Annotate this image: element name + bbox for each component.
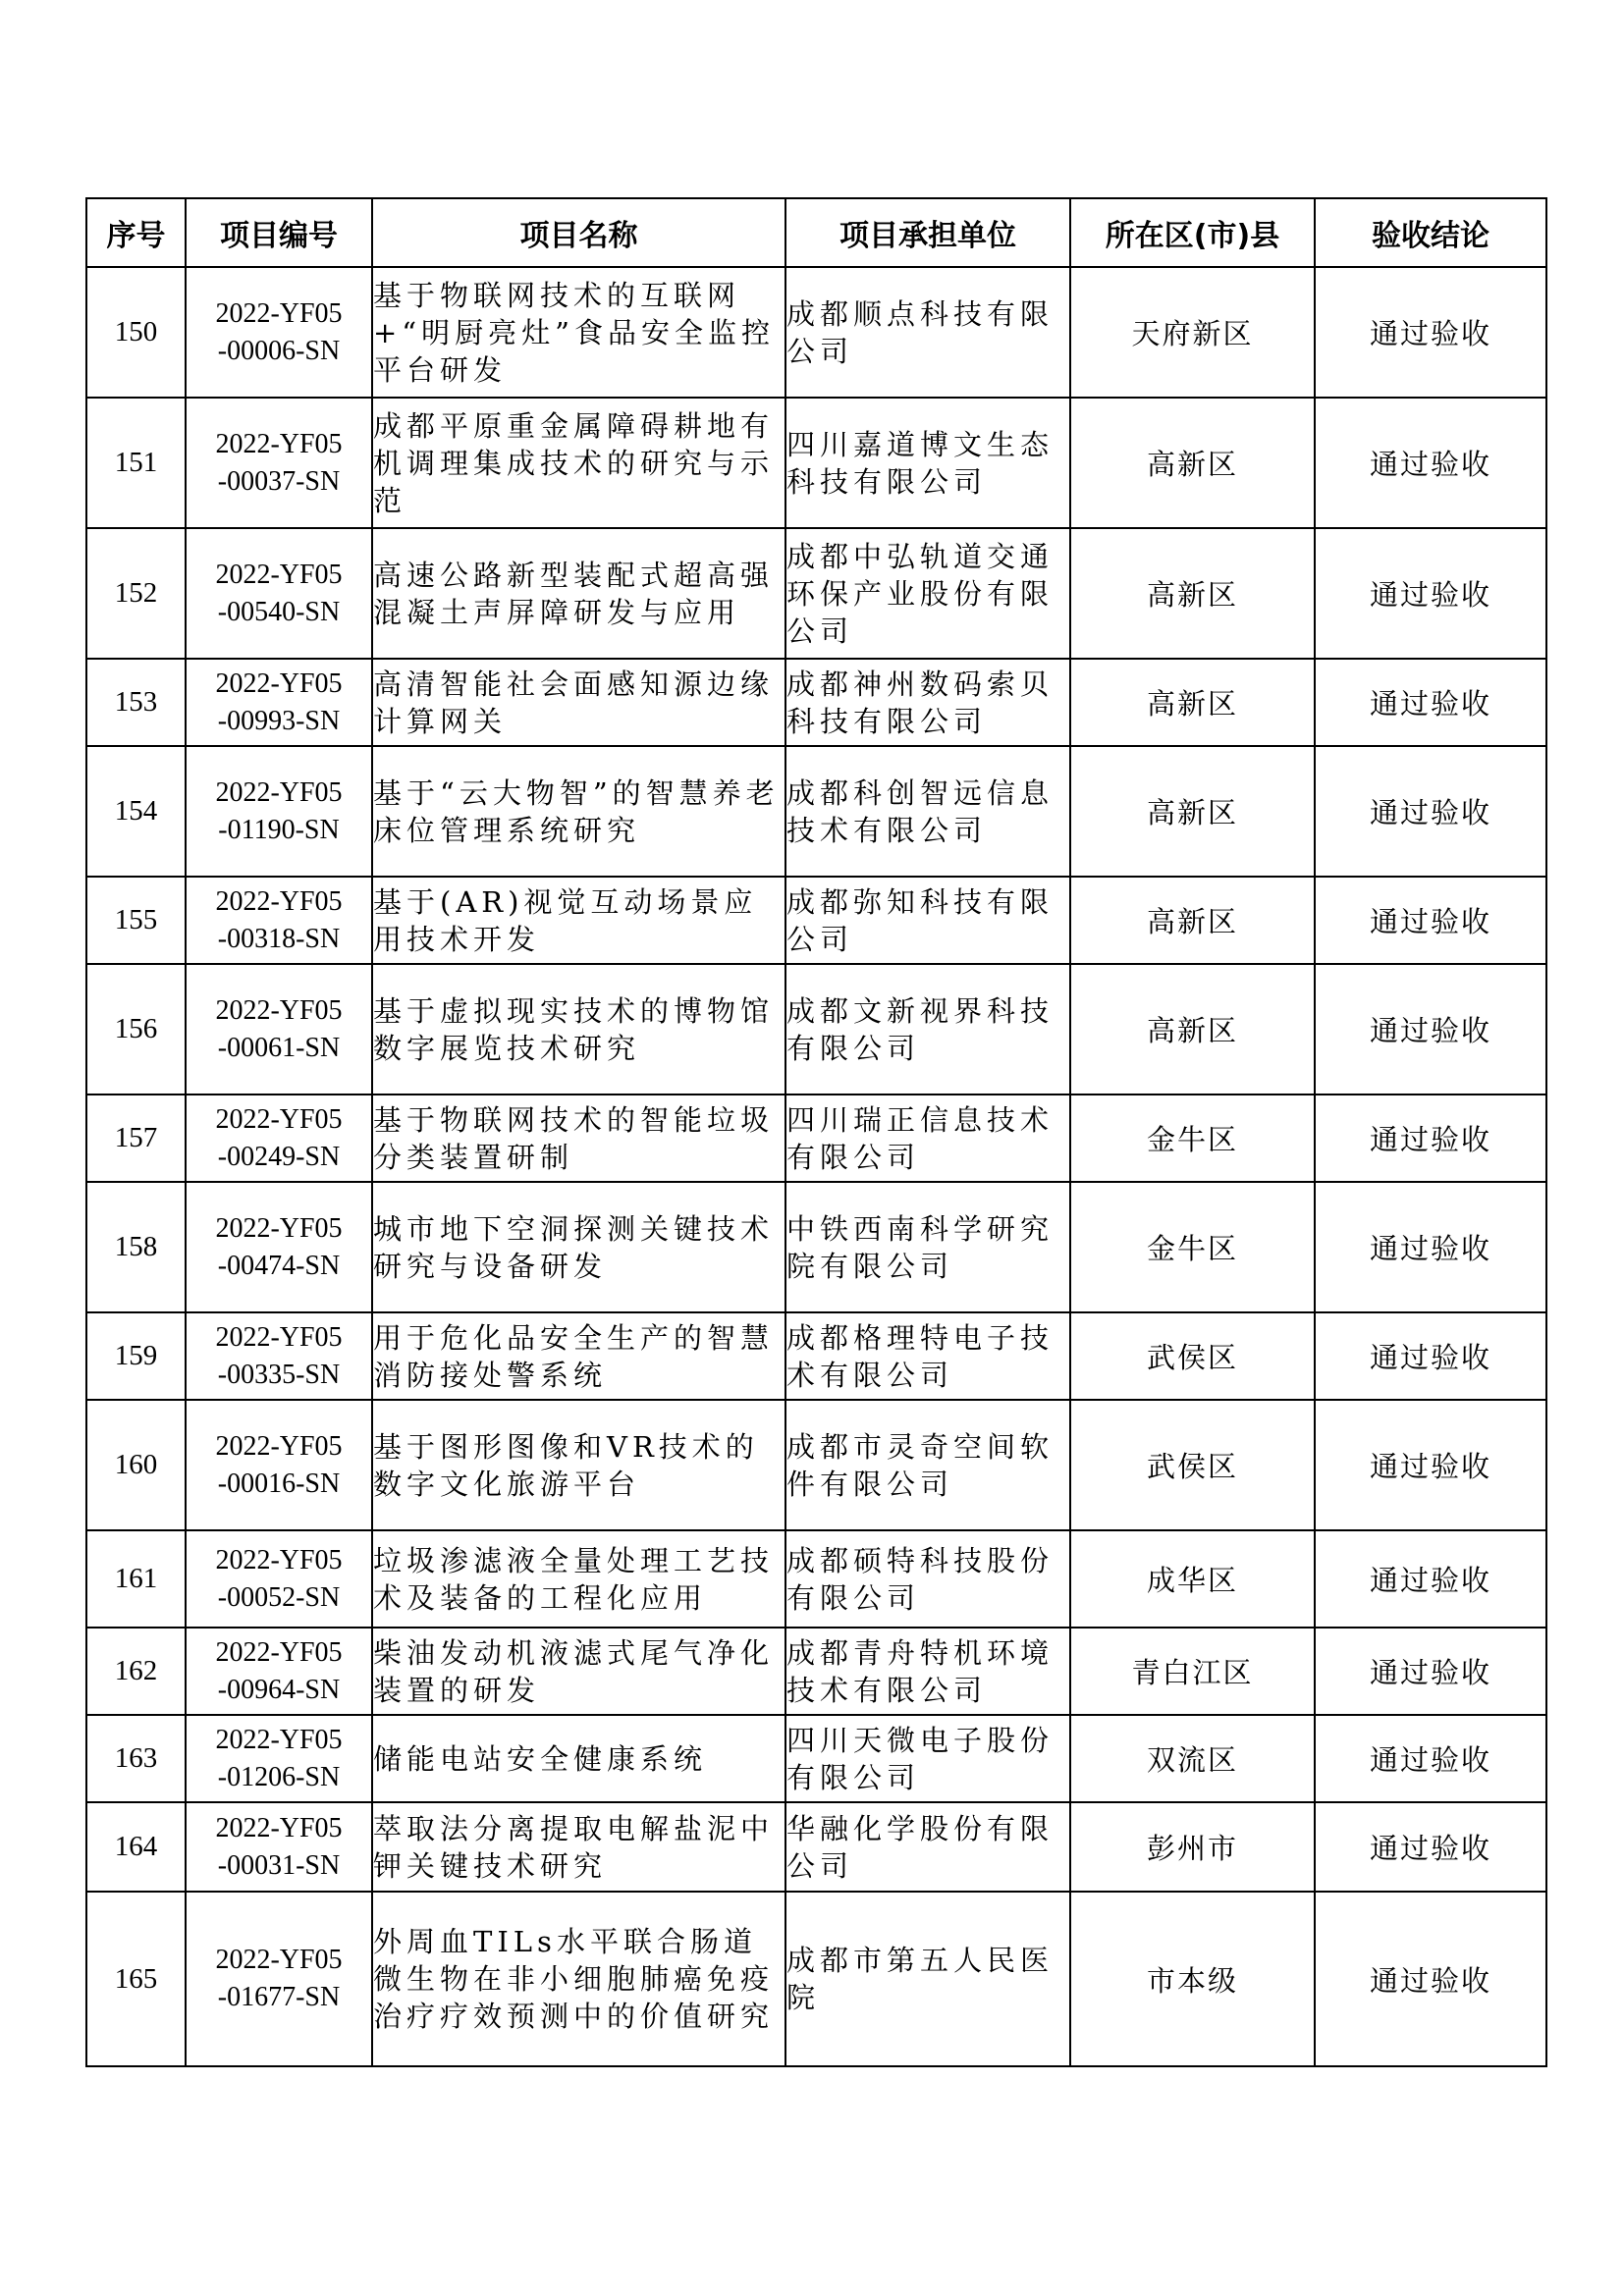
project-code-cell bbox=[186, 398, 372, 528]
table-row bbox=[86, 528, 1546, 659]
district-cell: 高新区 bbox=[1070, 964, 1315, 1095]
project-code-cell bbox=[186, 877, 372, 964]
table-row bbox=[86, 964, 1546, 1095]
project-code-cell bbox=[186, 1400, 372, 1530]
project-code-cell bbox=[186, 1182, 372, 1312]
district-cell: 高新区 bbox=[1070, 877, 1315, 964]
district-cell: 彭州市 bbox=[1070, 1802, 1315, 1892]
acceptance-result-cell: 通过验收 bbox=[1315, 1095, 1546, 1182]
project-code-line2: -00052-SN bbox=[217, 1581, 341, 1613]
serial-number-cell: 157 bbox=[86, 1095, 186, 1182]
project-code-line2: -00249-SN bbox=[217, 1141, 341, 1172]
project-code-line2: -00037-SN bbox=[217, 465, 341, 497]
project-name-cell: 用于危化品安全生产的智慧消防接处警系统 bbox=[372, 1312, 785, 1400]
project-code-line2: -00540-SN bbox=[217, 596, 341, 627]
table-header-row bbox=[86, 198, 1546, 267]
project-code-line1: 2022-YF05 bbox=[215, 1812, 343, 1843]
project-code-cell bbox=[186, 1095, 372, 1182]
table-row bbox=[86, 1715, 1546, 1802]
project-name-cell: 基于物联网技术的智能垃圾分类装置研制 bbox=[372, 1095, 785, 1182]
acceptance-result-cell: 通过验收 bbox=[1315, 877, 1546, 964]
district-cell: 金牛区 bbox=[1070, 1095, 1315, 1182]
project-code-cell bbox=[186, 746, 372, 877]
project-code-cell bbox=[186, 1530, 372, 1628]
table-row bbox=[86, 1892, 1546, 2066]
project-code-line1: 2022-YF05 bbox=[215, 1321, 343, 1353]
project-code-line2: -00964-SN bbox=[217, 1674, 341, 1705]
table-row bbox=[86, 398, 1546, 528]
project-name-cell: 成都平原重金属障碍耕地有机调理集成技术的研究与示范 bbox=[372, 398, 785, 528]
project-code-line1: 2022-YF05 bbox=[215, 1430, 343, 1462]
project-code-line2: -00474-SN bbox=[217, 1250, 341, 1281]
serial-number-cell: 152 bbox=[86, 528, 186, 659]
project-name-cell: 垃圾渗滤液全量处理工艺技术及装备的工程化应用 bbox=[372, 1530, 785, 1628]
undertaking-unit-cell: 成都硕特科技股份有限公司 bbox=[785, 1530, 1070, 1628]
table-row bbox=[86, 659, 1546, 746]
acceptance-result-cell: 通过验收 bbox=[1315, 1530, 1546, 1628]
serial-number-cell: 159 bbox=[86, 1312, 186, 1400]
project-code-cell bbox=[186, 267, 372, 398]
project-code-line1: 2022-YF05 bbox=[215, 559, 343, 590]
project-name-cell: 高清智能社会面感知源边缘计算网关 bbox=[372, 659, 785, 746]
district-cell: 高新区 bbox=[1070, 528, 1315, 659]
serial-number-cell: 162 bbox=[86, 1628, 186, 1715]
project-code-cell bbox=[186, 659, 372, 746]
project-code-line1: 2022-YF05 bbox=[215, 1636, 343, 1668]
project-code-line1: 2022-YF05 bbox=[215, 1945, 343, 1975]
table-row bbox=[86, 1628, 1546, 1715]
undertaking-unit-cell: 成都顺点科技有限公司 bbox=[785, 267, 1070, 398]
district-cell: 武侯区 bbox=[1070, 1312, 1315, 1400]
acceptance-result-cell: 通过验收 bbox=[1315, 964, 1546, 1095]
district-cell: 成华区 bbox=[1070, 1530, 1315, 1628]
project-code-line1: 2022-YF05 bbox=[215, 994, 343, 1026]
project-code-line1: 2022-YF05 bbox=[215, 885, 343, 917]
district-cell: 金牛区 bbox=[1070, 1182, 1315, 1312]
undertaking-unit-cell: 成都弥知科技有限公司 bbox=[785, 877, 1070, 964]
table-row bbox=[86, 267, 1546, 398]
header-acceptance-result: 验收结论 bbox=[1315, 198, 1546, 267]
acceptance-result-cell: 通过验收 bbox=[1315, 528, 1546, 659]
district-cell: 天府新区 bbox=[1070, 267, 1315, 398]
serial-number-cell: 160 bbox=[86, 1400, 186, 1530]
project-code-cell bbox=[186, 964, 372, 1095]
undertaking-unit-cell: 华融化学股份有限公司 bbox=[785, 1802, 1070, 1892]
district-cell: 高新区 bbox=[1070, 659, 1315, 746]
table-row bbox=[86, 1802, 1546, 1892]
acceptance-result-cell: 通过验收 bbox=[1315, 659, 1546, 746]
project-code-cell bbox=[186, 1802, 372, 1892]
serial-number-cell: 161 bbox=[86, 1530, 186, 1628]
project-code-cell bbox=[186, 1892, 372, 2066]
undertaking-unit-cell: 成都市第五人民医院 bbox=[785, 1892, 1070, 2066]
project-name-cell: 基于(AR)视觉互动场景应用技术开发 bbox=[372, 877, 785, 964]
project-code-line2: -00993-SN bbox=[217, 705, 341, 736]
project-code-line2: -01206-SN bbox=[217, 1761, 341, 1792]
project-code-cell bbox=[186, 528, 372, 659]
project-code-line1: 2022-YF05 bbox=[215, 776, 343, 808]
project-code-line2: -00016-SN bbox=[217, 1468, 341, 1499]
project-name-cell: 柴油发动机液滤式尾气净化装置的研发 bbox=[372, 1628, 785, 1715]
acceptance-result-cell: 通过验收 bbox=[1315, 1715, 1546, 1802]
serial-number-cell: 154 bbox=[86, 746, 186, 877]
serial-number-cell: 163 bbox=[86, 1715, 186, 1802]
acceptance-results-table bbox=[85, 197, 1547, 2067]
header-project-name: 项目名称 bbox=[372, 198, 785, 267]
serial-number-cell: 164 bbox=[86, 1802, 186, 1892]
table-row bbox=[86, 1095, 1546, 1182]
project-code-cell bbox=[186, 1715, 372, 1802]
serial-number-cell: 155 bbox=[86, 877, 186, 964]
district-cell: 青白江区 bbox=[1070, 1628, 1315, 1715]
project-code-line2: -00006-SN bbox=[217, 335, 341, 366]
project-code-line1: 2022-YF05 bbox=[215, 297, 343, 329]
project-code-line2: -00061-SN bbox=[217, 1032, 341, 1063]
district-cell: 双流区 bbox=[1070, 1715, 1315, 1802]
project-code-line1: 2022-YF05 bbox=[215, 428, 343, 459]
project-code-cell bbox=[186, 1312, 372, 1400]
acceptance-result-cell: 通过验收 bbox=[1315, 1182, 1546, 1312]
document-page bbox=[85, 197, 1545, 2067]
undertaking-unit-cell: 成都文新视界科技有限公司 bbox=[785, 964, 1070, 1095]
project-name-cell: 萃取法分离提取电解盐泥中钾关键技术研究 bbox=[372, 1802, 785, 1892]
project-name-cell: 城市地下空洞探测关键技术研究与设备研发 bbox=[372, 1182, 785, 1312]
undertaking-unit-cell: 成都神州数码索贝科技有限公司 bbox=[785, 659, 1070, 746]
table-row bbox=[86, 1312, 1546, 1400]
acceptance-result-cell: 通过验收 bbox=[1315, 1802, 1546, 1892]
serial-number-cell: 153 bbox=[86, 659, 186, 746]
project-code-cell bbox=[186, 1628, 372, 1715]
acceptance-result-cell: 通过验收 bbox=[1315, 746, 1546, 877]
serial-number-cell: 150 bbox=[86, 267, 186, 398]
undertaking-unit-cell: 中铁西南科学研究院有限公司 bbox=[785, 1182, 1070, 1312]
district-cell: 高新区 bbox=[1070, 746, 1315, 877]
header-district: 所在区(市)县 bbox=[1070, 198, 1315, 267]
acceptance-result-cell: 通过验收 bbox=[1315, 398, 1546, 528]
district-cell: 市本级 bbox=[1070, 1892, 1315, 2066]
project-code-line2: -01677-SN bbox=[217, 1982, 341, 2012]
table-row bbox=[86, 746, 1546, 877]
district-cell: 武侯区 bbox=[1070, 1400, 1315, 1530]
project-code-line2: -00335-SN bbox=[217, 1359, 341, 1390]
undertaking-unit-cell: 成都市灵奇空间软件有限公司 bbox=[785, 1400, 1070, 1530]
table-row bbox=[86, 1400, 1546, 1530]
project-name-cell: 外周血TILs水平联合肠道微生物在非小细胞肺癌免疫治疗疗效预测中的价值研究 bbox=[372, 1892, 785, 2066]
undertaking-unit-cell: 成都中弘轨道交通环保产业股份有限公司 bbox=[785, 528, 1070, 659]
acceptance-result-cell: 通过验收 bbox=[1315, 267, 1546, 398]
project-name-cell: 储能电站安全健康系统 bbox=[372, 1715, 785, 1802]
undertaking-unit-cell: 成都青舟特机环境技术有限公司 bbox=[785, 1628, 1070, 1715]
acceptance-result-cell: 通过验收 bbox=[1315, 1312, 1546, 1400]
project-code-line1: 2022-YF05 bbox=[215, 1212, 343, 1244]
project-name-cell: 基于物联网技术的互联网+“明厨亮灶”食品安全监控平台研发 bbox=[372, 267, 785, 398]
project-code-line2: -00318-SN bbox=[217, 923, 341, 954]
serial-number-cell: 156 bbox=[86, 964, 186, 1095]
acceptance-result-cell: 通过验收 bbox=[1315, 1892, 1546, 2066]
undertaking-unit-cell: 四川嘉道博文生态科技有限公司 bbox=[785, 398, 1070, 528]
undertaking-unit-cell: 四川天微电子股份有限公司 bbox=[785, 1715, 1070, 1802]
undertaking-unit-cell: 成都科创智远信息技术有限公司 bbox=[785, 746, 1070, 877]
header-serial-number: 序号 bbox=[86, 198, 186, 267]
project-code-line1: 2022-YF05 bbox=[215, 1724, 343, 1755]
project-name-cell: 基于“云大物智”的智慧养老床位管理系统研究 bbox=[372, 746, 785, 877]
serial-number-cell: 151 bbox=[86, 398, 186, 528]
acceptance-result-cell: 通过验收 bbox=[1315, 1400, 1546, 1530]
project-code-line1: 2022-YF05 bbox=[215, 1544, 343, 1575]
header-project-code: 项目编号 bbox=[186, 198, 372, 267]
serial-number-cell: 158 bbox=[86, 1182, 186, 1312]
project-name-cell: 基于图形图像和VR技术的数字文化旅游平台 bbox=[372, 1400, 785, 1530]
project-code-line1: 2022-YF05 bbox=[215, 667, 343, 699]
serial-number-cell: 165 bbox=[86, 1892, 186, 2066]
project-code-line2: -00031-SN bbox=[217, 1849, 341, 1881]
undertaking-unit-cell: 成都格理特电子技术有限公司 bbox=[785, 1312, 1070, 1400]
table-row bbox=[86, 1182, 1546, 1312]
project-name-cell: 基于虚拟现实技术的博物馆数字展览技术研究 bbox=[372, 964, 785, 1095]
header-undertaking-unit: 项目承担单位 bbox=[785, 198, 1070, 267]
project-name-cell: 高速公路新型装配式超高强混凝土声屏障研发与应用 bbox=[372, 528, 785, 659]
acceptance-result-cell: 通过验收 bbox=[1315, 1628, 1546, 1715]
project-code-line1: 2022-YF05 bbox=[215, 1103, 343, 1135]
table-row bbox=[86, 877, 1546, 964]
district-cell: 高新区 bbox=[1070, 398, 1315, 528]
table-row bbox=[86, 1530, 1546, 1628]
undertaking-unit-cell: 四川瑞正信息技术有限公司 bbox=[785, 1095, 1070, 1182]
project-code-line2: -01190-SN bbox=[218, 814, 340, 845]
